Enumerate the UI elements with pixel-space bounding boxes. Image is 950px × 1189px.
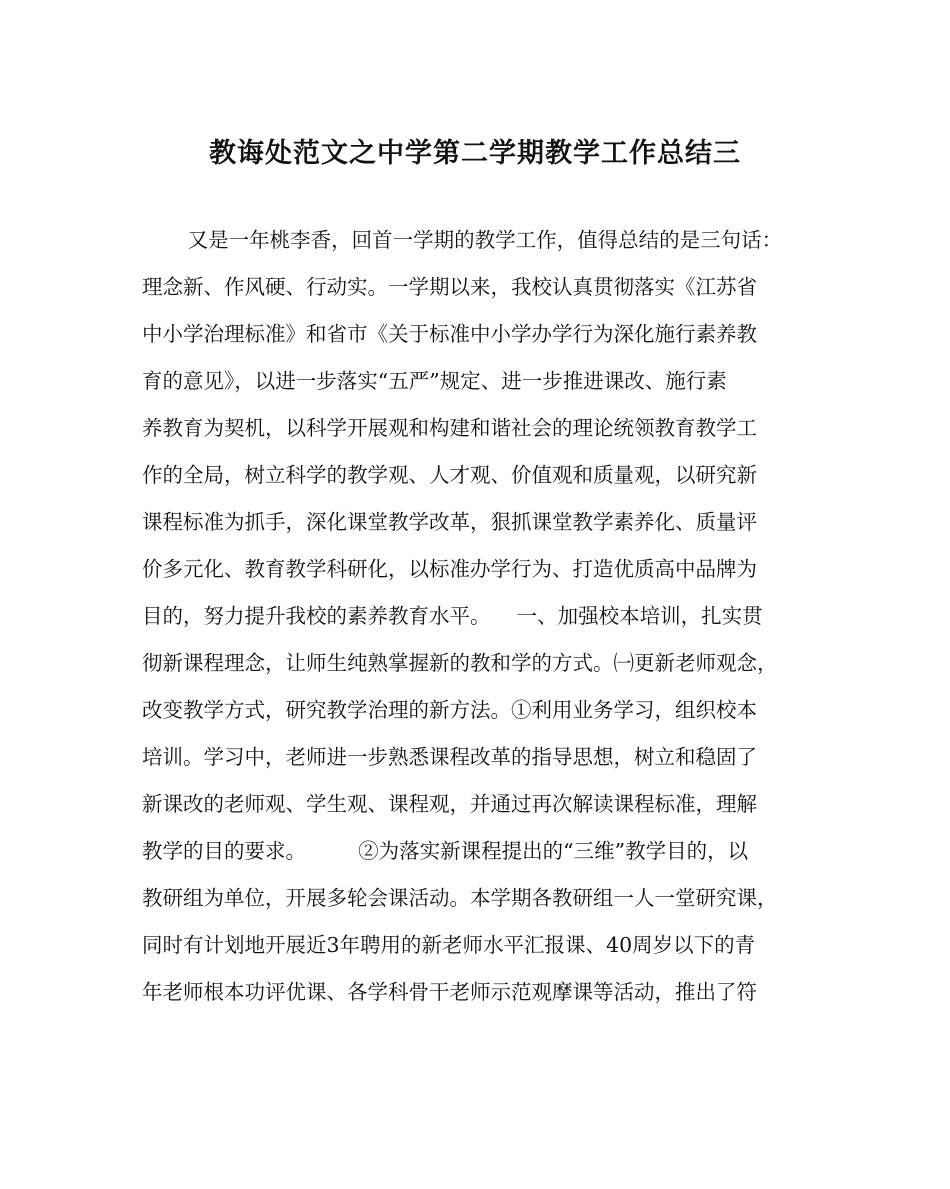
- body-line: 价多元化、教育教学科研化，以标准办学行为、打造优质高中品牌为: [142, 557, 757, 581]
- body-line: 新课改的老师观、学生观、课程观，并通过再次解读课程标准，理解: [142, 792, 757, 816]
- body-line: 培训。学习中，老师进一步熟悉课程改革的指导思想，树立和稳固了: [142, 745, 757, 769]
- document-title: 教诲处范文之中学第二学期教学工作总结三: [209, 138, 741, 169]
- body-line: 理念新、作风硬、行动实。一学期以来，我校认真贯彻落实《江苏省: [142, 275, 757, 299]
- body-line: 中小学治理标准》和省市《关于标准中小学办学行为深化施行素养教: [142, 322, 757, 346]
- body-line: 同时有计划地开展近3年聘用的新老师水平汇报课、40周岁以下的青: [142, 933, 756, 957]
- body-line: 养教育为契机，以科学开展观和构建和谐社会的理论统领教育教学工: [142, 416, 757, 440]
- body-line: 又是一年桃李香，回首一学期的教学工作，值得总结的是三句话：: [142, 228, 783, 252]
- body-line: 教学的目的要求。 ②为落实新课程提出的“三维”教学目的，以: [142, 839, 749, 863]
- body-line: 年老师根本功评优课、各学科骨干老师示范观摩课等活动，推出了符: [142, 980, 757, 1004]
- body-line: 目的，努力提升我校的素养教育水平。 一、加强校本培训，扎实贯: [142, 604, 763, 628]
- document-body: [142, 220, 812, 1019]
- body-line: 改变教学方式，研究教学治理的新方法。①利用业务学习，组织校本: [142, 698, 757, 722]
- body-line: 教研组为单位，开展多轮会课活动。本学期各教研组一人一堂研究课，: [142, 886, 778, 910]
- body-line: 育的意见》，以进一步落实“五严”规定、进一步推进课改、施行素: [142, 369, 727, 393]
- body-line: 彻新课程理念，让师生纯熟掌握新的教和学的方式。㈠更新老师观念，: [142, 651, 778, 675]
- body-line: 课程标准为抓手，深化课堂教学改革，狠抓课堂教学素养化、质量评: [142, 510, 757, 534]
- body-line: 作的全局，树立科学的教学观、人才观、价值观和质量观，以研究新: [142, 463, 757, 487]
